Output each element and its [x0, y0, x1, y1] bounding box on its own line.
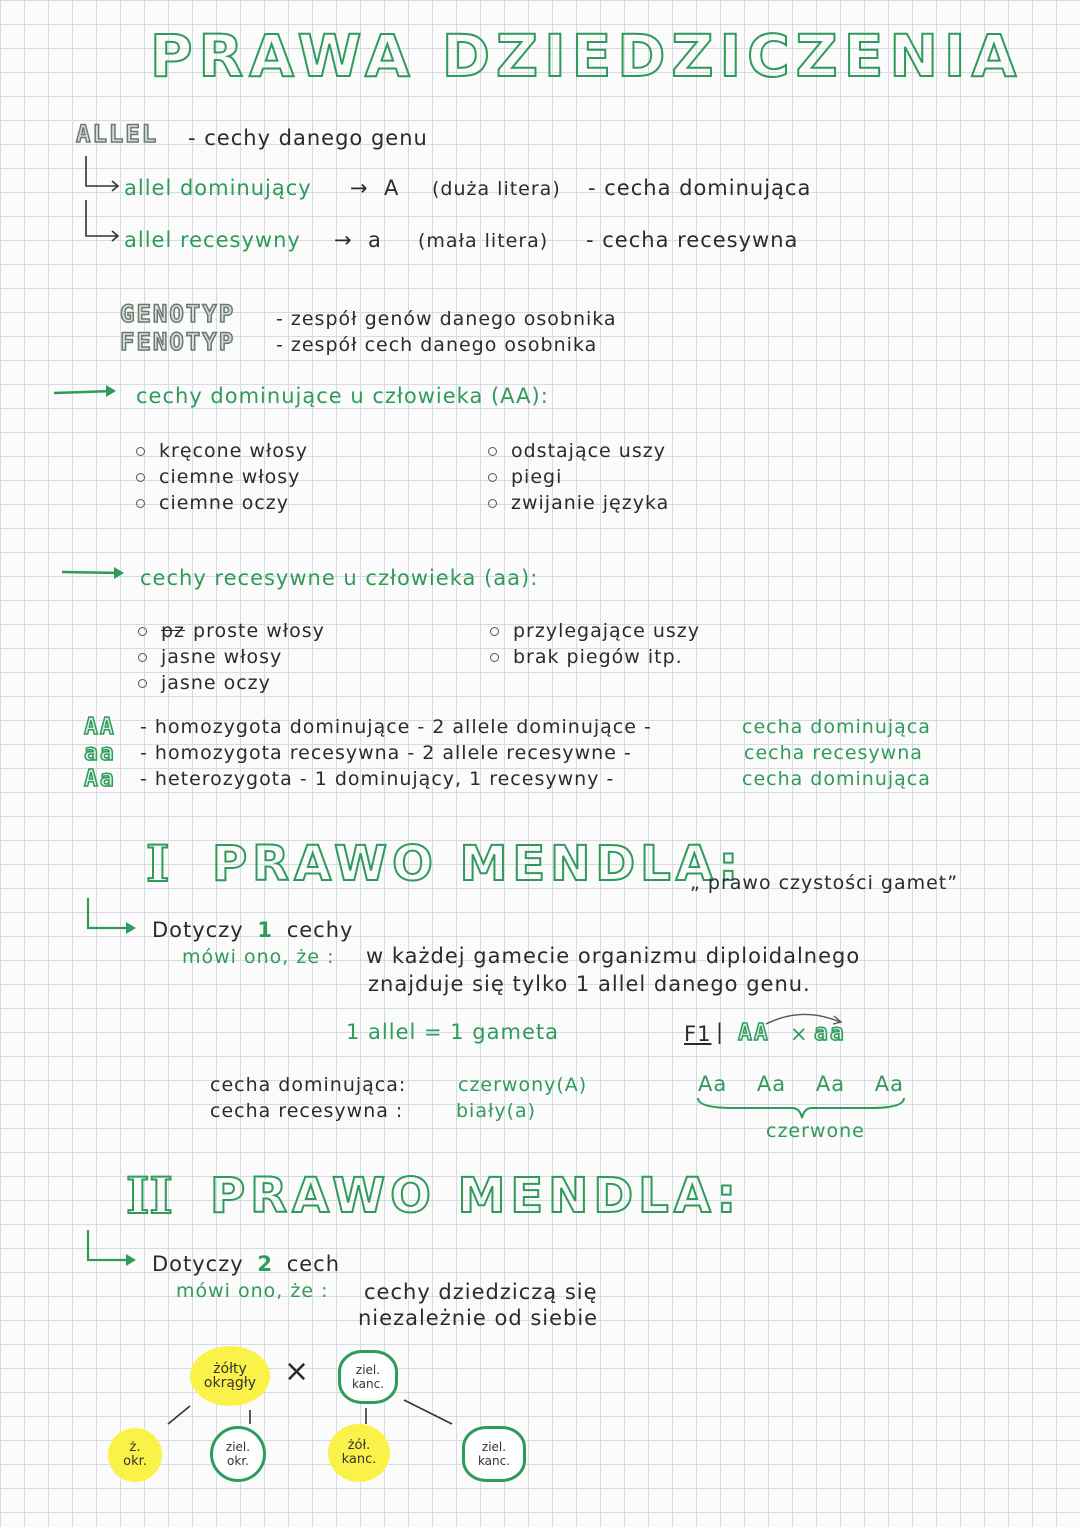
bullet-icon — [490, 627, 499, 636]
law2-says: mówi ono, że : — [176, 1280, 329, 1302]
list-item: jasne oczy — [138, 670, 325, 696]
cross-divider: | — [716, 1020, 725, 1044]
law1-roman: I — [146, 834, 170, 893]
struck-text: pz — [161, 620, 186, 642]
law1-nickname: „ prawo czystości gamet” — [690, 872, 959, 894]
cross-parent1: AA — [738, 1020, 770, 1046]
dominant-traits-heading: cechy dominujące u człowieka (AA): — [136, 384, 549, 408]
recessive-traits-heading: cechy recesywne u człowieka (aa): — [140, 566, 539, 590]
cross-symbol: × — [284, 1354, 311, 1389]
bullet-icon — [488, 473, 497, 482]
genotyp-definition: - zespół genów danego osobnika — [276, 308, 617, 330]
fenotyp-term: FENOTYP — [120, 328, 236, 356]
allel-term: ALLEL — [76, 120, 159, 148]
dominant-traits-left — [136, 438, 308, 516]
bullet-icon — [138, 627, 147, 636]
allel-dominant-label: allel dominujący — [124, 176, 312, 200]
law2-line2: niezależnie od siebie — [358, 1306, 599, 1330]
offspring-yellow-wrinkled: żół. kanc. — [328, 1424, 390, 1482]
list-item: kręcone włosy — [136, 438, 308, 464]
genotype-trait: cecha dominująca — [742, 716, 931, 738]
page-title: PRAWA DZIEDZICZENIA — [150, 22, 1023, 90]
allel-dominant-trait: - cecha dominująca — [588, 176, 812, 200]
law1-recessive-label: cecha recesywna : — [210, 1100, 404, 1122]
allel-dominant-symbol: A — [384, 176, 400, 200]
law1-equation: 1 allel = 1 gameta — [346, 1020, 559, 1044]
law2-line1: cechy dziedziczą się — [364, 1280, 598, 1304]
allel-recessive-symbol: a — [368, 228, 382, 252]
table-row — [84, 766, 931, 792]
list-item: brak piegów itp. — [490, 644, 700, 670]
arrow-icon: → — [334, 228, 353, 252]
genotype-desc: - homozygota dominujące - 2 allele dominujące - — [140, 716, 652, 738]
allel-branch-arrows — [78, 152, 128, 252]
genotype-trait: cecha dominująca — [742, 768, 931, 790]
arrow-right-icon — [60, 563, 130, 583]
law1-dominant-value: czerwony(A) — [458, 1074, 588, 1096]
genotype-code: aa — [84, 740, 116, 766]
fenotyp-definition: - zespół cech danego osobnika — [276, 334, 598, 356]
law1-says: mówi ono, że : — [182, 946, 335, 968]
allel-recessive-note: (mała litera) — [418, 230, 549, 252]
dominant-traits-right — [488, 438, 669, 516]
law2-roman: II — [126, 1166, 173, 1225]
allel-recessive-label: allel recesywny — [124, 228, 301, 252]
cross-offspring: Aa Aa Aa Aa — [698, 1072, 904, 1096]
bullet-icon — [490, 653, 499, 662]
list-item: przylegające uszy — [490, 618, 700, 644]
law1-recessive-value: biały(a) — [456, 1100, 537, 1122]
cross-generation: F1 — [684, 1022, 712, 1046]
bullet-icon — [138, 653, 147, 662]
offspring-yellow-round: ż. okr. — [108, 1428, 162, 1482]
parent-green-wrinkled-pea: ziel. kanc. — [338, 1350, 398, 1404]
recessive-traits-left — [138, 618, 325, 696]
genotype-code: AA — [84, 714, 116, 740]
allel-definition: - cechy danego genu — [188, 126, 428, 150]
table-row — [84, 740, 923, 766]
law2-concerns: Dotyczy 2 cech — [152, 1252, 341, 1276]
genotype-table — [84, 714, 931, 792]
genotyp-term: GENOTYP — [120, 300, 236, 328]
list-item: ciemne oczy — [136, 490, 308, 516]
offspring-brace — [694, 1096, 910, 1122]
genotype-trait: cecha recesywna — [744, 742, 923, 764]
cross-symbol: × — [790, 1022, 809, 1046]
list-item: jasne włosy — [138, 644, 325, 670]
arrow-icon: → — [350, 176, 369, 200]
bullet-icon — [138, 679, 147, 688]
genotype-desc: - heterozygota - 1 dominujący, 1 recesywny - — [140, 768, 615, 790]
arrow-right-icon — [82, 896, 142, 936]
list-item: ciemne włosy — [136, 464, 308, 490]
law1-concerns: Dotyczy 1 cechy — [152, 918, 354, 942]
law1-title: PRAWO MENDLA: — [212, 836, 743, 892]
allel-recessive-trait: - cecha recesywna — [586, 228, 799, 252]
genotype-code: Aa — [84, 766, 116, 792]
cross-result: czerwone — [766, 1120, 865, 1142]
list-item: pz proste włosy — [138, 618, 325, 644]
allel-dominant-note: (duża litera) — [432, 178, 561, 200]
bullet-icon — [488, 447, 497, 456]
list-item: piegi — [488, 464, 669, 490]
law1-line2: znajduje się tylko 1 allel danego genu. — [368, 972, 811, 996]
bullet-icon — [136, 499, 145, 508]
parent-yellow-round-pea: żółty okrągły — [190, 1346, 270, 1406]
cross-arrows — [760, 1010, 850, 1028]
list-item: odstające uszy — [488, 438, 669, 464]
bullet-icon — [136, 473, 145, 482]
law1-line1: w każdej gamecie organizmu diploidalnego — [366, 944, 861, 968]
list-item: zwijanie języka — [488, 490, 669, 516]
law1-dominant-label: cecha dominująca: — [210, 1074, 407, 1096]
offspring-green-wrinkled: ziel. kanc. — [462, 1426, 526, 1482]
arrow-right-icon — [52, 383, 122, 403]
offspring-green-round: ziel. okr. — [210, 1426, 266, 1482]
genotype-desc: - homozygota recesywna - 2 allele recesywne - — [140, 742, 632, 764]
table-row — [84, 714, 931, 740]
law2-title: PRAWO MENDLA: — [210, 1168, 741, 1224]
recessive-traits-right — [490, 618, 700, 670]
arrow-right-icon — [82, 1228, 142, 1268]
cross-parent2: aa — [814, 1020, 846, 1046]
bullet-icon — [136, 447, 145, 456]
bullet-icon — [488, 499, 497, 508]
